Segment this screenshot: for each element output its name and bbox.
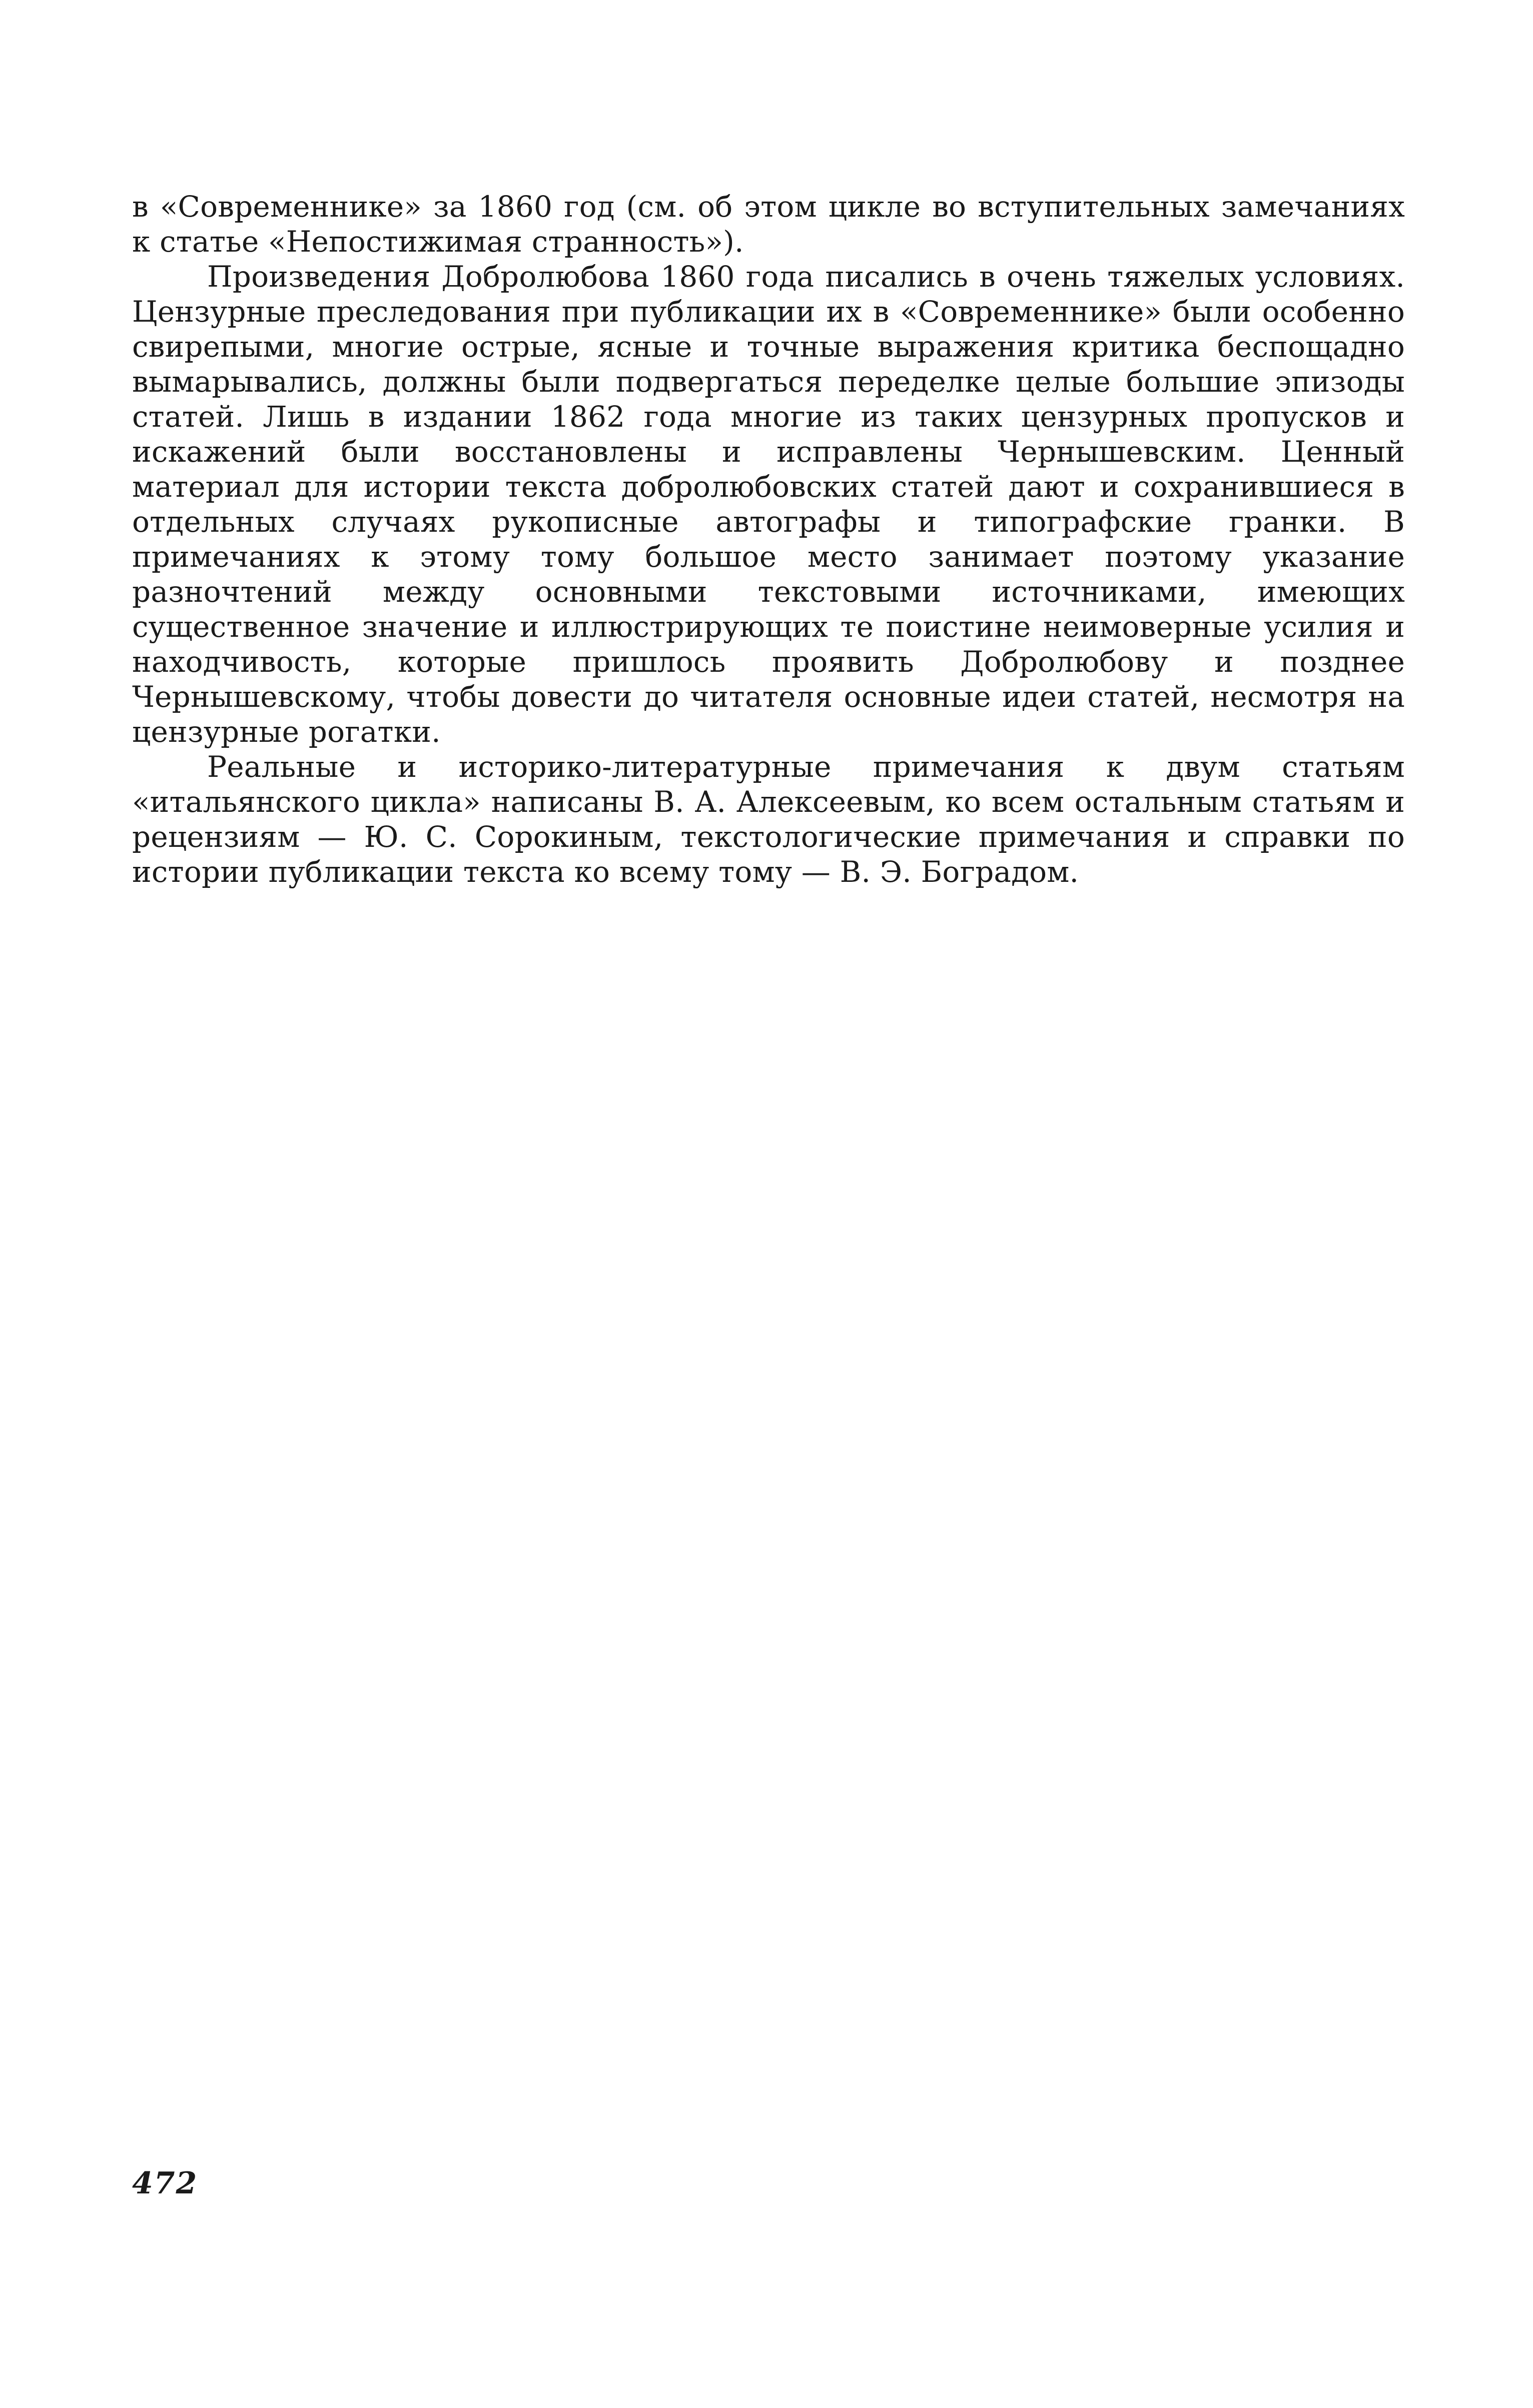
- paragraph-continuation: в «Современнике» за 1860 год (см. об этом цикле во вступительных замечаниях к статье «Непостижимая странность»).: [132, 190, 1405, 259]
- page-number: 472: [132, 2166, 198, 2201]
- paragraph-censorship: Произведения Добролюбова 1860 года писались в очень тяжелых условиях. Цензурные преследования при публикации их в «Современнике» были особенно свирепыми, многие острые, ясные и точные выражения критика беспощадно вымарывались, должны были подвергаться переделке целые большие эпизоды статей. Лишь в издании 1862 года многие из таких цензурных пропусков и искажений были восстановлены и исправлены Чернышевским. Ценный материал для истории текста добролюбовских статей дают и сохранившиеся в отдельных случаях рукописные автографы и типографские гранки. В примечаниях к этому тому большое место занимает поэтому указание разночтений между основными текстовыми источниками, имеющих существенное значение и иллюстрирующих те поистине неимоверные усилия и находчивость, которые пришлось проявить Добролюбову и позднее Чернышевскому, чтобы довести до читателя основные идеи статей, несмотря на цензурные рогатки.: [132, 260, 1405, 749]
- body-text: [132, 189, 1405, 889]
- paragraph-credits: Реальные и историко-литературные примечания к двум статьям «итальянского цикла» написаны В. А. Алексеевым, ко всем остальным статьям и рецензиям — Ю. С. Сорокиным, текстологические примечания и справки по истории публикации текста ко всему тому — В. Э. Боградом.: [132, 750, 1405, 889]
